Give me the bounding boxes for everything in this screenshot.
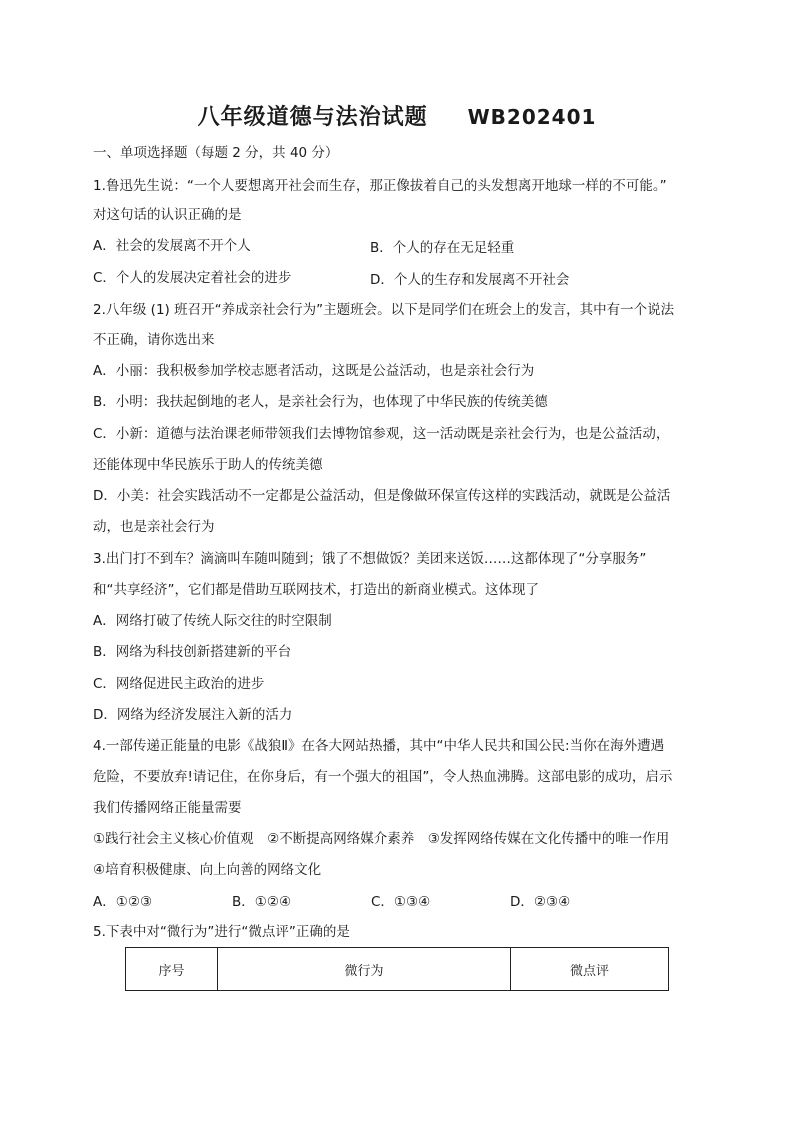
q1-stem-line2: 对这句话的认识正确的是 bbox=[93, 207, 242, 223]
q1-option-d: D．个人的生存和发展离不开社会 bbox=[370, 272, 570, 288]
q5-table bbox=[125, 947, 669, 991]
q4-option-c: C．①③④ bbox=[371, 894, 431, 910]
q1-option-a: A．社会的发展离不开个人 bbox=[93, 238, 251, 254]
exam-title bbox=[0, 100, 794, 131]
q2-option-d-line2: 动，也是亲社会行为 bbox=[93, 519, 215, 535]
q4-stem-line3: 我们传播网络正能量需要 bbox=[93, 800, 242, 816]
q4-items-line2: ④培育积极健康、向上向善的网络文化 bbox=[93, 862, 322, 878]
q3-stem-line1: 3.出门打不到车？滴滴叫车随叫随到；饿了不想做饭？美团来送饭……这都体现了“分享服务” bbox=[93, 551, 647, 567]
table-header-comment: 微点评 bbox=[511, 948, 669, 991]
title-text: 八年级道德与法治试题 bbox=[197, 105, 428, 130]
q4-stem-line2: 危险，不要放弃!请记住，在你身后，有一个强大的祖国”，令人热血沸腾。这部电影的成功，启示 bbox=[93, 769, 673, 785]
table-header-row bbox=[126, 948, 669, 991]
q2-option-b: B．小明：我扶起倒地的老人，是亲社会行为，也体现了中华民族的传统美德 bbox=[93, 394, 548, 410]
q3-stem-line2: 和“共享经济”，它们都是借助互联网技术，打造出的新商业模式。这体现了 bbox=[93, 582, 539, 598]
table-header-index: 序号 bbox=[126, 948, 218, 991]
q2-stem-line1: 2.八年级 (1) 班召开“养成亲社会行为”主题班会。以下是同学们在班会上的发言，其中有一个说法 bbox=[93, 302, 675, 318]
q3-option-a: A．网络打破了传统人际交往的时空限制 bbox=[93, 613, 332, 629]
q4-option-a: A．①②③ bbox=[93, 894, 153, 910]
q2-option-c-line2: 还能体现中华民族乐于助人的传统美德 bbox=[93, 457, 323, 473]
q2-option-d-line1: D．小美：社会实践活动不一定都是公益活动，但是像做环保宣传这样的实践活动，就既是公益活 bbox=[93, 488, 671, 504]
q2-option-a: A．小丽：我积极参加学校志愿者活动，这既是公益活动，也是亲社会行为 bbox=[93, 363, 535, 379]
section-heading: 一、单项选择题（每题 2 分，共 40 分） bbox=[93, 145, 339, 161]
table-header-behavior: 微行为 bbox=[218, 948, 511, 991]
q3-option-c: C．网络促进民主政治的进步 bbox=[93, 676, 265, 692]
q2-option-c-line1: C．小新：道德与法治课老师带领我们去博物馆参观，这一活动既是亲社会行为，也是公益活动， bbox=[93, 426, 670, 442]
q4-option-b: B．①②④ bbox=[232, 894, 292, 910]
q4-items-line1: ①践行社会主义核心价值观 ②不断提高网络媒介素养 ③发挥网络传媒在文化传播中的唯一作用 bbox=[93, 831, 670, 847]
exam-code: WB202401 bbox=[467, 105, 597, 129]
q1-option-b: B．个人的存在无足轻重 bbox=[370, 240, 515, 256]
q3-option-d: D．网络为经济发展注入新的活力 bbox=[93, 707, 293, 723]
q3-option-b: B．网络为科技创新搭建新的平台 bbox=[93, 644, 292, 660]
q4-option-d: D．②③④ bbox=[510, 894, 571, 910]
q5-stem: 5.下表中对“微行为”进行“微点评”正确的是 bbox=[93, 924, 350, 940]
q4-stem-line1: 4.一部传递正能量的电影《战狼Ⅱ》在各大网站热播，其中“中华人民共和国公民:当你在海外遭遇 bbox=[93, 738, 665, 754]
q1-option-c: C．个人的发展决定着社会的进步 bbox=[93, 270, 292, 286]
q2-stem-line2: 不正确，请你选出来 bbox=[93, 332, 215, 348]
q1-stem-line1: 1.鲁迅先生说：“一个人要想离开社会而生存，那正像拔着自己的头发想离开地球一样的不可能。” bbox=[93, 178, 667, 194]
